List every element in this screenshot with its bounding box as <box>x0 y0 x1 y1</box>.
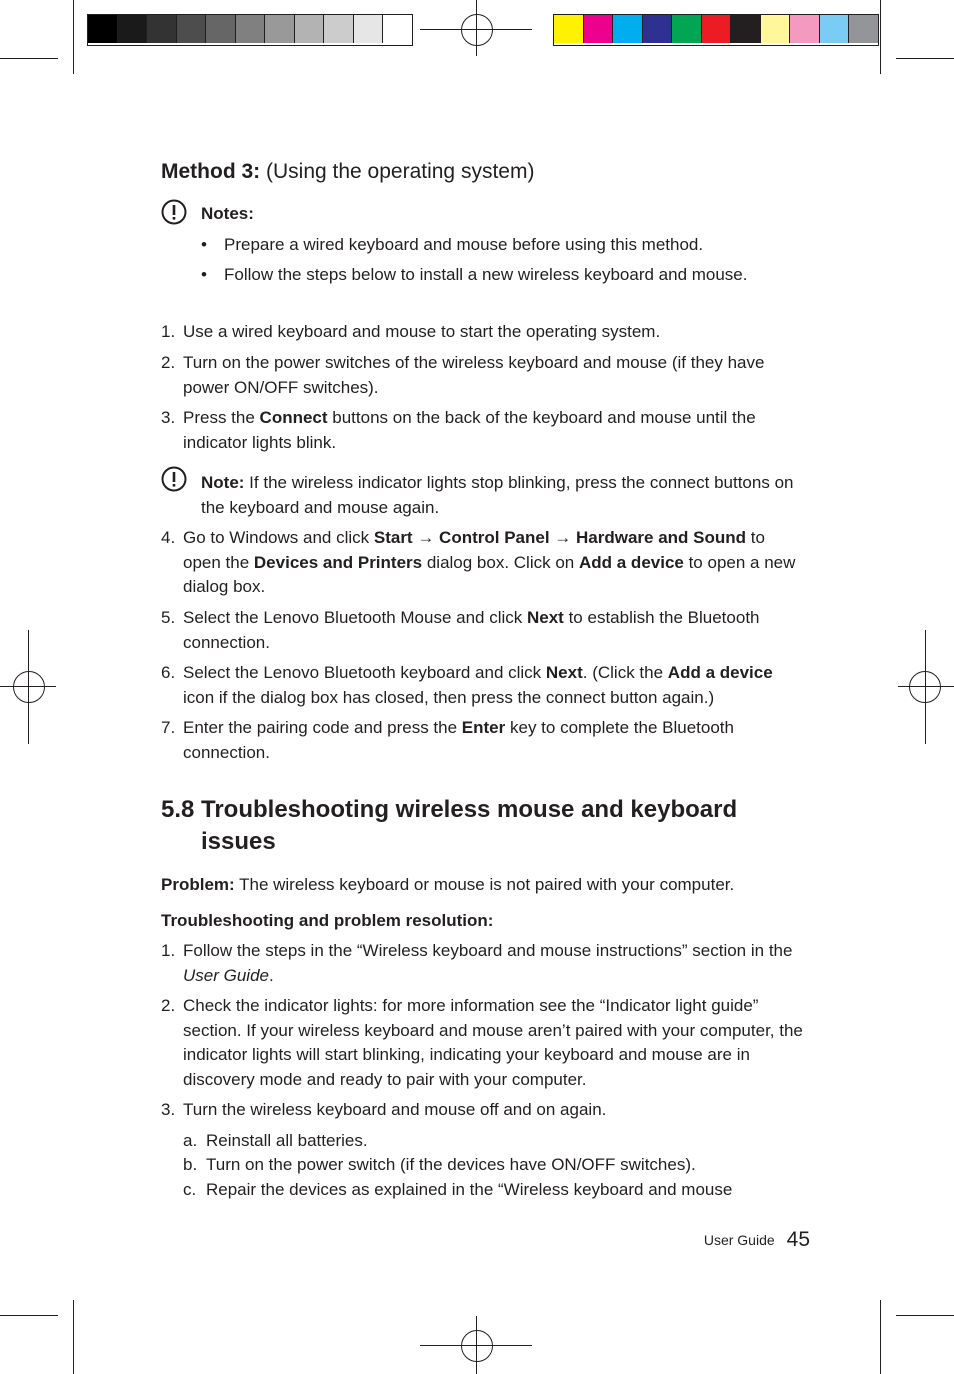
process-color-bar <box>553 14 879 46</box>
text-run: . (Click the <box>582 663 668 682</box>
gray-color-bar <box>87 14 413 46</box>
note-block <box>201 471 801 520</box>
notes-item: Follow the steps below to install a new wireless keyboard and mouse. <box>224 265 748 284</box>
step-text <box>183 716 806 765</box>
registration-mark-line <box>476 0 477 56</box>
page-number: 45 <box>786 1228 810 1251</box>
add-a-device-term: Add a device <box>667 663 773 682</box>
substep-letter: a. <box>183 1131 198 1150</box>
text-run: key to complete the Bluetooth connection. <box>183 718 734 762</box>
text-run: buttons on the back of the keyboard and mouse until the indicator lights blink. <box>183 408 756 452</box>
crop-mark <box>73 0 74 74</box>
registration-mark-line <box>476 1316 477 1374</box>
problem-statement <box>161 873 806 898</box>
color-swatch <box>613 15 643 43</box>
note-text: If the wireless indicator lights stop blinking, press the connect buttons on the keyboard and mouse again. <box>201 473 794 517</box>
color-swatch <box>88 15 118 43</box>
problem-text: The wireless keyboard or mouse is not paired with your computer. <box>234 875 735 894</box>
text-run: dialog box. Click on <box>422 552 579 572</box>
color-swatch <box>147 15 177 43</box>
step-number: 4. <box>161 528 176 547</box>
method-label: Method 3: <box>161 160 261 183</box>
user-guide-ref: User Guide <box>183 965 269 985</box>
color-swatch <box>790 15 820 43</box>
notes-label: Notes: <box>201 204 254 223</box>
note-label: Note: <box>201 473 245 492</box>
text-run: Press the <box>183 408 260 427</box>
registration-mark-line <box>898 686 954 687</box>
text-run: Select the Lenovo Bluetooth keyboard and click <box>183 663 546 682</box>
step-text <box>183 606 806 655</box>
text-run: . <box>268 965 274 985</box>
page-footer <box>640 1228 810 1252</box>
color-swatch <box>236 15 266 43</box>
exclamation-circle-icon <box>161 199 187 225</box>
start-term: Start <box>373 528 413 547</box>
step-number: 5. <box>161 608 176 627</box>
section-heading <box>161 794 801 858</box>
color-swatch <box>118 15 148 43</box>
substep-letter: b. <box>183 1155 198 1174</box>
step-text: Turn the wireless keyboard and mouse off and on again. <box>183 1100 607 1119</box>
color-swatch <box>295 15 325 43</box>
step-text: Turn on the power switches of the wireless keyboard and mouse (if they have power ON/OFF switches). <box>183 353 765 397</box>
enter-term: Enter <box>461 718 506 737</box>
bullet-dot-icon: • <box>201 265 207 284</box>
registration-mark-line <box>925 630 926 744</box>
crop-mark <box>896 1315 954 1316</box>
color-swatch <box>554 15 584 43</box>
step-number: 7. <box>161 718 176 737</box>
control-panel-term: Control Panel <box>439 528 550 547</box>
color-swatch <box>761 15 791 43</box>
next-term: Next <box>545 663 583 682</box>
next-term: Next <box>527 608 564 627</box>
arrow-separator: → <box>549 528 577 547</box>
arrow-separator: → <box>412 528 440 547</box>
color-swatch <box>849 15 878 43</box>
crop-mark <box>896 58 954 59</box>
substep-letter: c. <box>183 1180 197 1199</box>
text-run: Go to Windows and click <box>183 528 374 547</box>
substep-text: Turn on the power switch (if the devices have ON/OFF switches). <box>206 1155 696 1174</box>
color-swatch <box>265 15 295 43</box>
color-swatch <box>702 15 732 43</box>
exclamation-circle-icon <box>161 466 187 492</box>
text-run: to establish the Bluetooth connection. <box>183 608 760 652</box>
color-swatch <box>584 15 614 43</box>
color-swatch <box>206 15 236 43</box>
step-number: 2. <box>161 996 176 1015</box>
step-number: 1. <box>161 322 176 341</box>
notes-bullet <box>201 265 748 285</box>
crop-mark <box>880 1300 881 1374</box>
resolution-label: Troubleshooting and problem resolution: <box>161 911 494 930</box>
section-title-line1: Troubleshooting wireless mouse and keyboard <box>201 796 738 823</box>
step-number: 3. <box>161 408 176 427</box>
registration-mark-icon <box>461 1330 493 1362</box>
color-swatch <box>731 15 761 43</box>
method-title: (Using the operating system) <box>266 160 535 183</box>
section-title-line2: issues <box>201 828 276 855</box>
color-swatch <box>354 15 384 43</box>
registration-mark-icon <box>461 14 493 46</box>
bullet-dot-icon: • <box>201 235 207 254</box>
substep-text: Reinstall all batteries. <box>206 1131 368 1150</box>
color-swatch <box>672 15 702 43</box>
color-swatch <box>643 15 673 43</box>
step-number: 3. <box>161 1100 176 1119</box>
step-text <box>183 661 806 710</box>
text-run: Select the Lenovo Bluetooth Mouse and click <box>183 608 527 627</box>
color-swatch <box>324 15 354 43</box>
crop-mark <box>880 0 881 74</box>
connect-term: Connect <box>259 408 328 427</box>
text-run: Enter the pairing code and press the <box>183 718 462 737</box>
color-swatch <box>177 15 207 43</box>
crop-mark <box>0 58 58 59</box>
text-run: icon if the dialog box has closed, then press the connect button again.) <box>183 687 715 707</box>
notes-item: Prepare a wired keyboard and mouse before using this method. <box>224 235 704 254</box>
step-text <box>183 939 806 988</box>
step-number: 1. <box>161 941 176 960</box>
text-run: to open a new dialog box. <box>183 552 796 596</box>
footer-label: User Guide <box>703 1232 775 1248</box>
crop-mark <box>0 1315 58 1316</box>
registration-mark-icon <box>13 671 45 703</box>
crop-mark <box>73 1300 74 1374</box>
registration-mark-line <box>28 630 29 744</box>
add-a-device-term: Add a device <box>578 552 684 572</box>
notes-bullet <box>201 235 703 255</box>
color-swatch <box>383 15 412 43</box>
color-swatch <box>820 15 850 43</box>
substep-text: Repair the devices as explained in the “Wireless keyboard and mouse <box>206 1180 733 1199</box>
step-text <box>183 406 806 455</box>
step-text: Use a wired keyboard and mouse to start the operating system. <box>183 322 661 341</box>
step-text: Check the indicator lights: for more information see the “Indicator light guide” section. If your wireless keyboard and mouse aren’t paired with your computer, the indicator lights will start blinking, indicating your keyboard and mouse are in discovery mode and ready to pair with your computer. <box>183 996 803 1089</box>
method-heading <box>161 158 534 186</box>
hardware-and-sound-term: Hardware and Sound <box>576 528 747 547</box>
text-run: Follow the steps in the “Wireless keyboard and mouse instructions” section in the <box>183 941 793 960</box>
devices-and-printers-term: Devices and Printers <box>253 552 423 572</box>
step-number: 2. <box>161 353 176 372</box>
problem-label: Problem: <box>161 875 235 894</box>
step-text <box>183 526 806 600</box>
section-number: 5.8 <box>161 796 195 823</box>
text-run: to open the <box>183 528 765 572</box>
step-number: 6. <box>161 663 176 682</box>
